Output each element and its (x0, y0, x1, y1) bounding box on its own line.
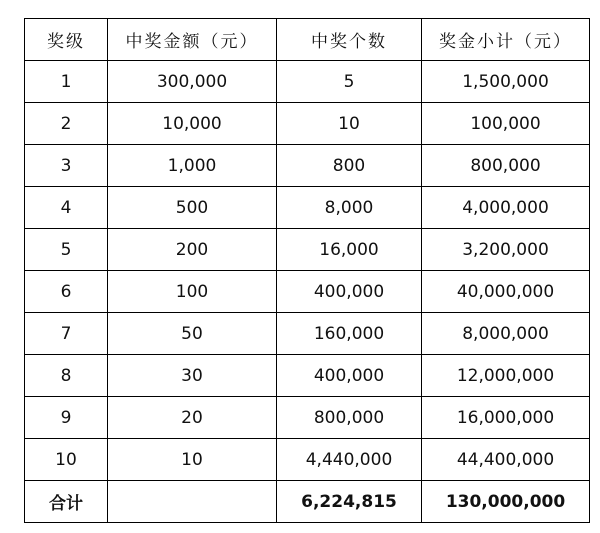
prize-level-cell: 4 (25, 187, 108, 229)
total-amount (108, 481, 277, 523)
total-count: 6,224,815 (277, 481, 422, 523)
header-prize-amount: 中奖金额（元） (108, 19, 277, 61)
winner-count-cell: 400,000 (277, 271, 422, 313)
table-body (25, 61, 590, 481)
prize-amount-cell: 20 (108, 397, 277, 439)
prize-amount-cell: 50 (108, 313, 277, 355)
prize-subtotal-cell: 800,000 (422, 145, 590, 187)
prize-subtotal-cell: 16,000,000 (422, 397, 590, 439)
prize-amount-cell: 10 (108, 439, 277, 481)
header-winner-count: 中奖个数 (277, 19, 422, 61)
total-subtotal: 130,000,000 (422, 481, 590, 523)
prize-amount-cell: 100 (108, 271, 277, 313)
prize-level-cell: 9 (25, 397, 108, 439)
prize-amount-cell: 1,000 (108, 145, 277, 187)
prize-level-cell: 7 (25, 313, 108, 355)
winner-count-cell: 8,000 (277, 187, 422, 229)
table-row (25, 313, 590, 355)
table-row (25, 145, 590, 187)
table-row (25, 61, 590, 103)
prize-level-cell: 2 (25, 103, 108, 145)
prize-subtotal-cell: 8,000,000 (422, 313, 590, 355)
prize-level-cell: 3 (25, 145, 108, 187)
table-row (25, 397, 590, 439)
total-row (25, 481, 590, 523)
winner-count-cell: 800 (277, 145, 422, 187)
table-row (25, 271, 590, 313)
header-row (25, 19, 590, 61)
prize-subtotal-cell: 100,000 (422, 103, 590, 145)
header-prize-subtotal: 奖金小计（元） (422, 19, 590, 61)
table-row (25, 439, 590, 481)
winner-count-cell: 4,440,000 (277, 439, 422, 481)
prize-amount-cell: 200 (108, 229, 277, 271)
prize-subtotal-cell: 4,000,000 (422, 187, 590, 229)
prize-subtotal-cell: 3,200,000 (422, 229, 590, 271)
header-prize-level: 奖级 (25, 19, 108, 61)
winner-count-cell: 16,000 (277, 229, 422, 271)
winner-count-cell: 160,000 (277, 313, 422, 355)
winner-count-cell: 400,000 (277, 355, 422, 397)
prize-subtotal-cell: 44,400,000 (422, 439, 590, 481)
total-label: 合计 (25, 481, 108, 523)
prize-amount-cell: 300,000 (108, 61, 277, 103)
prize-subtotal-cell: 12,000,000 (422, 355, 590, 397)
prize-level-cell: 10 (25, 439, 108, 481)
winner-count-cell: 5 (277, 61, 422, 103)
table-row (25, 229, 590, 271)
prize-level-cell: 8 (25, 355, 108, 397)
prize-table (24, 18, 590, 523)
table-row (25, 355, 590, 397)
prize-amount-cell: 500 (108, 187, 277, 229)
prize-level-cell: 1 (25, 61, 108, 103)
prize-amount-cell: 30 (108, 355, 277, 397)
prize-amount-cell: 10,000 (108, 103, 277, 145)
prize-level-cell: 6 (25, 271, 108, 313)
table-row (25, 103, 590, 145)
winner-count-cell: 10 (277, 103, 422, 145)
table-row (25, 187, 590, 229)
prize-subtotal-cell: 1,500,000 (422, 61, 590, 103)
winner-count-cell: 800,000 (277, 397, 422, 439)
prize-subtotal-cell: 40,000,000 (422, 271, 590, 313)
prize-level-cell: 5 (25, 229, 108, 271)
